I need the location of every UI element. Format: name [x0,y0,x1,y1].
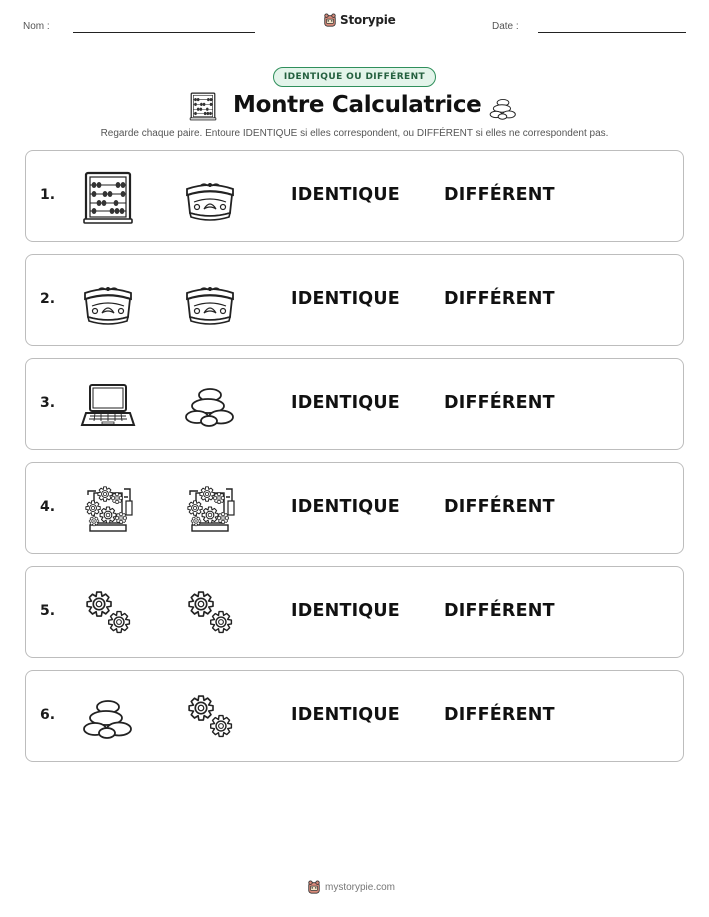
option-different[interactable]: DIFFÉRENT [444,705,555,725]
option-identique[interactable]: IDENTIQUE [291,497,400,517]
name-label: Nom : [23,21,50,32]
exercise-row-1 [25,150,684,242]
gears-icon [80,585,136,641]
stacked-stones-icon [182,377,238,433]
storypie-mascot-icon [323,13,337,27]
option-different[interactable]: DIFFÉRENT [444,289,555,309]
option-identique[interactable]: IDENTIQUE [291,601,400,621]
option-different[interactable]: DIFFÉRENT [444,393,555,413]
treasure-box-icon [182,169,238,225]
title-block [0,90,709,124]
brand-logo [323,13,396,27]
page-title: Montre Calculatrice [233,92,482,118]
worksheet-header [0,0,709,48]
row-number: 3. [40,395,56,411]
option-different[interactable]: DIFFÉRENT [444,497,555,517]
abacus-icon [80,169,136,225]
row-number: 2. [40,291,56,307]
treasure-box-icon [182,273,238,329]
brand-name: Storypie [340,13,396,27]
name-write-line [73,32,255,33]
exercise-row-4 [25,462,684,554]
exercise-row-5 [25,566,684,658]
option-different[interactable]: DIFFÉRENT [444,601,555,621]
footer-url[interactable]: mystorypie.com [325,881,396,893]
footer [307,880,395,894]
gears-icon [182,689,238,745]
exercise-row-6 [25,670,684,762]
laptop-icon [80,377,136,433]
exercise-row-3 [25,358,684,450]
option-identique[interactable]: IDENTIQUE [291,393,400,413]
date-write-line [538,32,686,33]
category-badge: IDENTIQUE OU DIFFÉRENT [273,67,436,87]
gear-machine-icon [182,481,238,537]
date-label: Date : [492,21,519,32]
stacked-stones-icon [80,689,136,745]
instructions: Regarde chaque paire. Entoure IDENTIQUE si elles correspondent, ou DIFFÉRENT si elles ne correspondent pas. [100,128,609,139]
gear-machine-icon [80,481,136,537]
stacked-stones-icon [488,93,518,123]
row-number: 6. [40,707,56,723]
exercise-row-2 [25,254,684,346]
row-number: 4. [40,499,56,515]
option-identique[interactable]: IDENTIQUE [291,705,400,725]
option-identique[interactable]: IDENTIQUE [291,185,400,205]
option-different[interactable]: DIFFÉRENT [444,185,555,205]
treasure-box-icon [80,273,136,329]
gears-icon [182,585,238,641]
row-number: 5. [40,603,56,619]
row-number: 1. [40,187,56,203]
abacus-icon [188,91,218,121]
option-identique[interactable]: IDENTIQUE [291,289,400,309]
storypie-mascot-icon [307,880,321,894]
